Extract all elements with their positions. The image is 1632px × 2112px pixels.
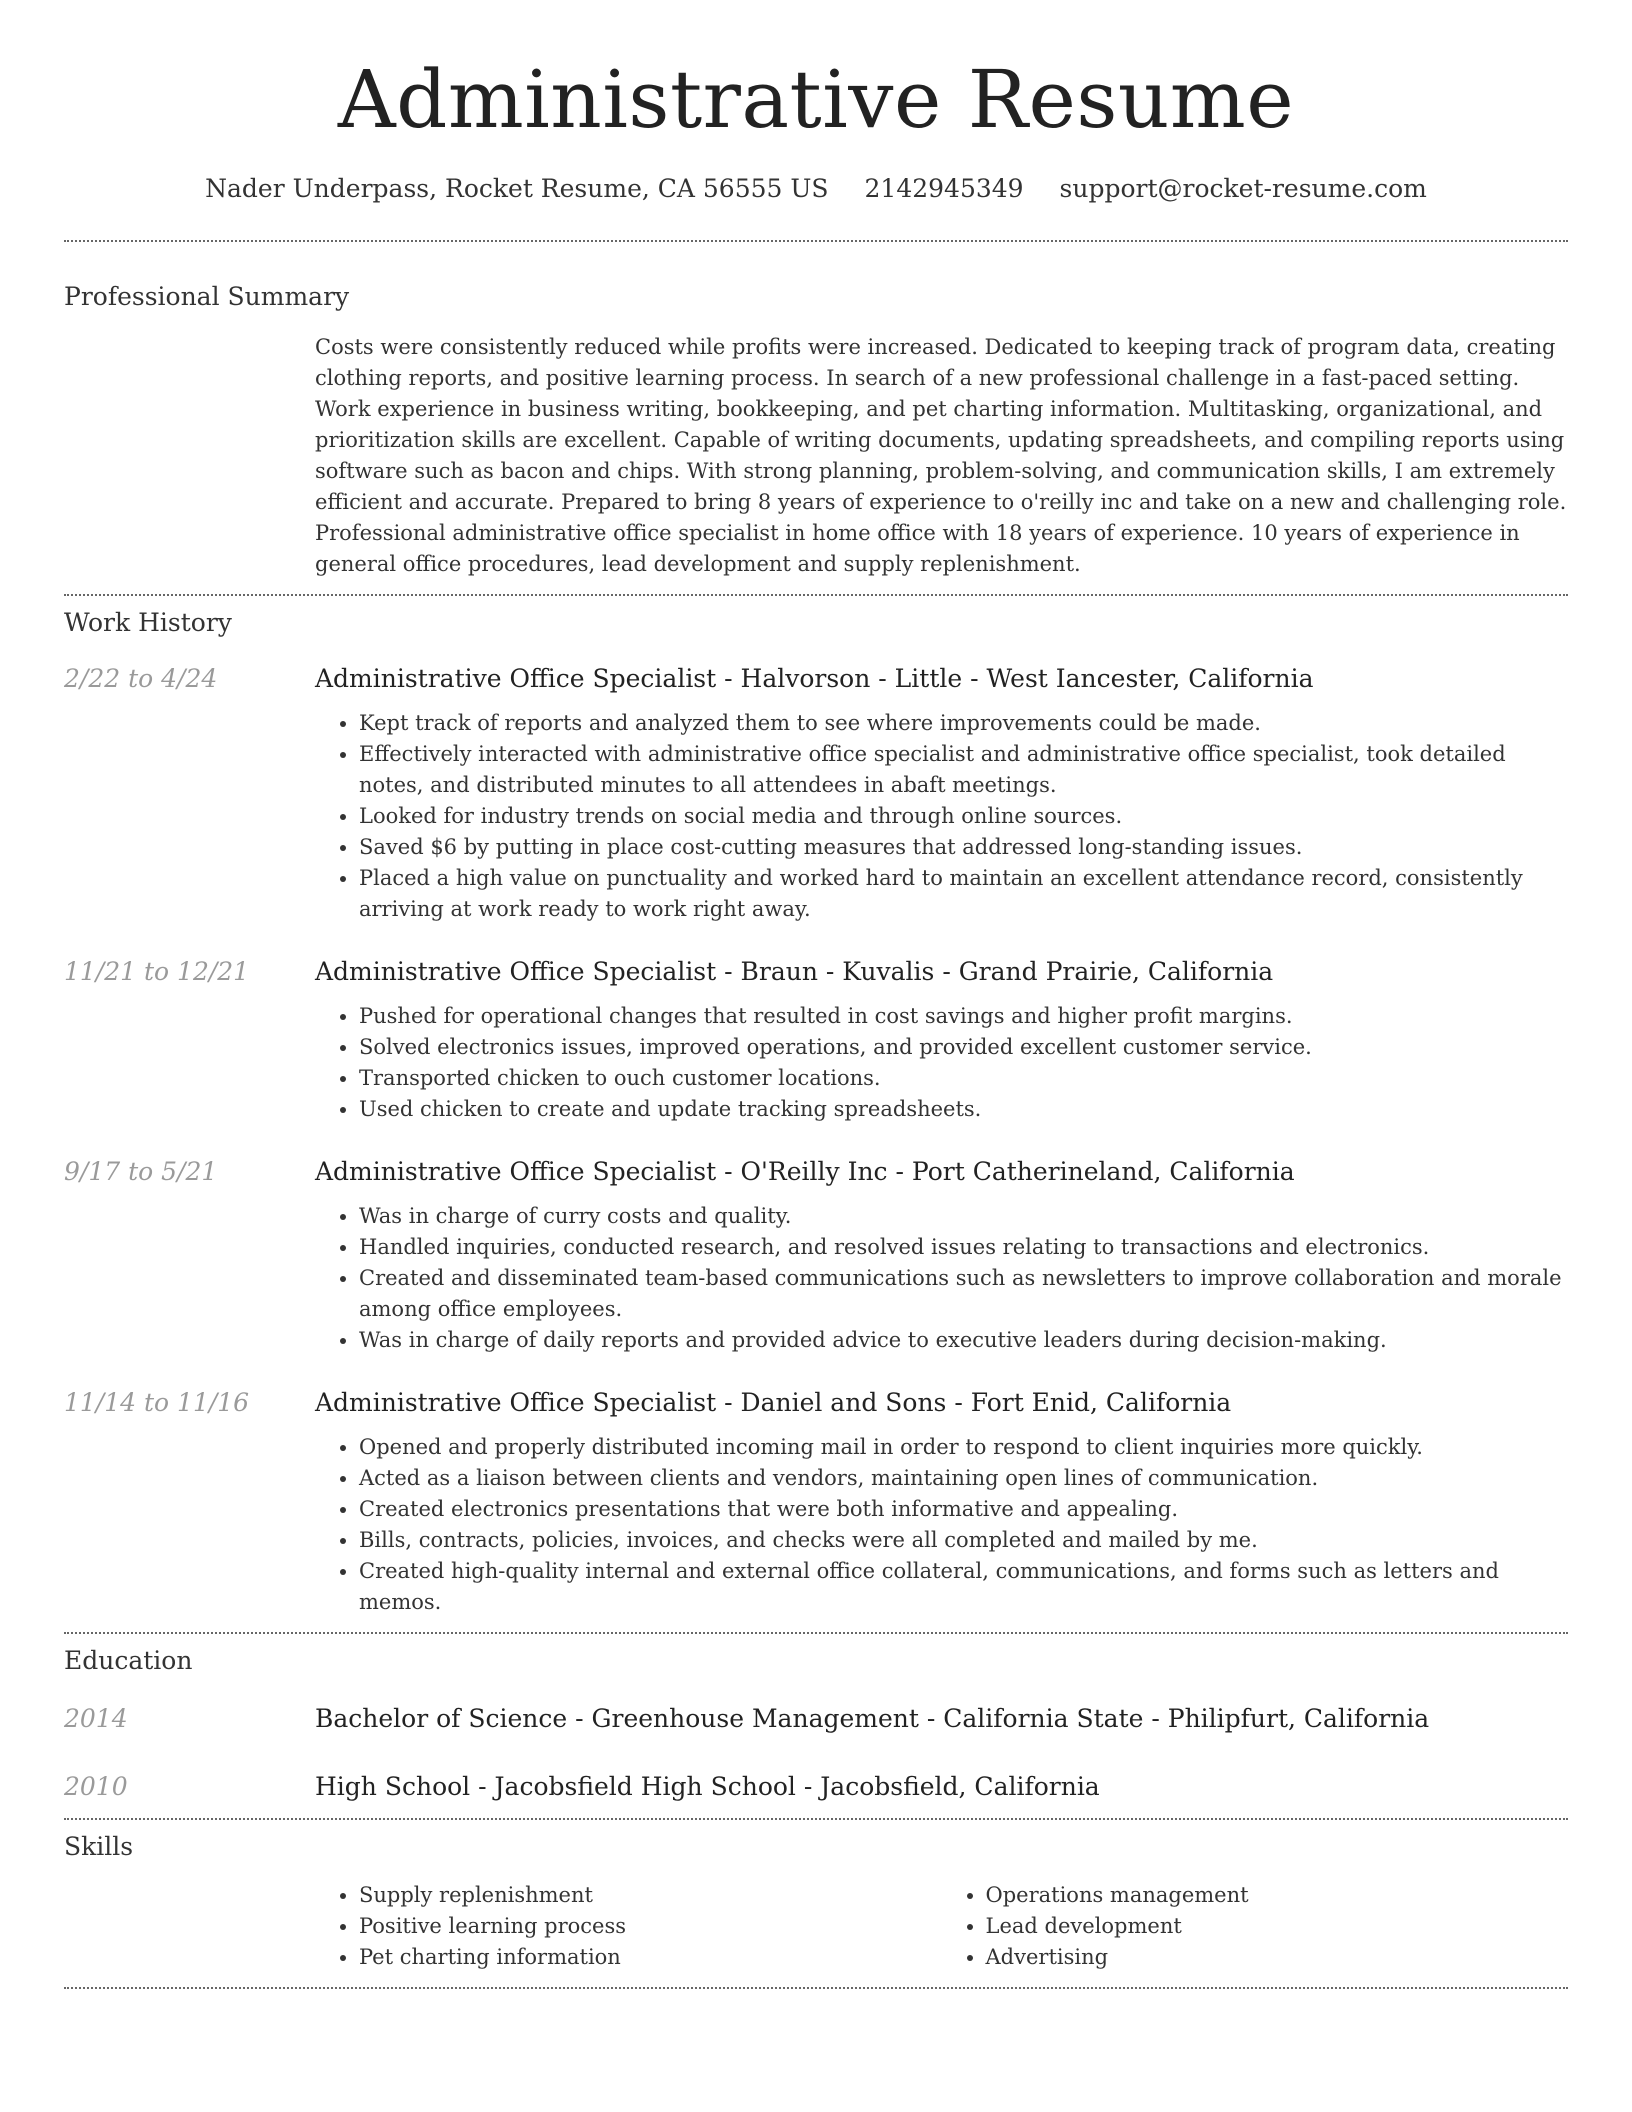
skills-section xyxy=(64,1830,1568,1973)
section-title-work-history: Work History xyxy=(64,608,232,637)
contact-address: Nader Underpass, Rocket Resume, CA 56555 US xyxy=(205,174,829,203)
job-bullet: • Effectively interacted with administrative office specialist and administrative office specialist, took detailed notes, and distributed minutes to all attendees in abaft meetings. xyxy=(359,739,1568,801)
contact-line xyxy=(64,172,1568,206)
job-bullet: • Transported chicken to ouch customer locations. xyxy=(359,1063,1568,1094)
job-bullet: • Kept track of reports and analyzed them to see where improvements could be made. xyxy=(359,708,1568,739)
job-bullet: • Was in charge of curry costs and quality. xyxy=(359,1201,1568,1232)
skills-list xyxy=(315,1880,942,1973)
job-bullet: • Bills, contracts, policies, invoices, and checks were all completed and mailed by me. xyxy=(359,1525,1568,1556)
job-bullet: • Saved $6 by putting in place cost-cutting measures that addressed long-standing issues. xyxy=(359,832,1568,863)
job-dates: 9/17 to 5/21 xyxy=(64,1157,218,1186)
resume-title: Administrative Resume xyxy=(337,53,1295,146)
skill-item: • Supply replenishment xyxy=(359,1880,942,1911)
job-entry xyxy=(64,662,1568,925)
skill-item: • Positive learning process xyxy=(359,1911,942,1942)
section-title-summary: Professional Summary xyxy=(64,282,350,311)
job-title: Administrative Office Specialist - Halvorson - Little - West Iancester, California xyxy=(315,664,1314,693)
job-bullets xyxy=(315,1201,1568,1356)
divider xyxy=(64,1818,1568,1820)
education-year: 2010 xyxy=(64,1772,128,1801)
contact-email: support@rocket-resume.com xyxy=(1059,174,1427,203)
job-dates: 11/21 to 12/21 xyxy=(64,957,250,986)
section-title-skills: Skills xyxy=(64,1832,134,1861)
job-bullet: • Solved electronics issues, improved operations, and provided excellent customer service. xyxy=(359,1032,1568,1063)
job-entry xyxy=(64,1386,1568,1618)
job-bullet: • Created electronics presentations that were both informative and appealing. xyxy=(359,1494,1568,1525)
job-bullet: • Handled inquiries, conducted research, and resolved issues relating to transactions and electronics. xyxy=(359,1232,1568,1263)
skill-item: • Lead development xyxy=(986,1911,1569,1942)
job-bullet: • Created high-quality internal and external office collateral, communications, and forms such as letters and memos. xyxy=(359,1556,1568,1618)
skills-list xyxy=(942,1880,1569,1973)
skill-item: • Pet charting information xyxy=(359,1942,942,1973)
divider xyxy=(64,1632,1568,1634)
job-title: Administrative Office Specialist - O'Reilly Inc - Port Catherineland, California xyxy=(315,1157,1295,1186)
job-bullet: • Was in charge of daily reports and provided advice to executive leaders during decision-making. xyxy=(359,1325,1568,1356)
divider xyxy=(64,240,1568,242)
work-history-section xyxy=(64,606,1568,1618)
summary-text: Costs were consistently reduced while profits were increased. Dedicated to keeping track of program data, creating clothing reports, and positive learning process. In search of a new professional challenge in a fast-paced setting. Work experience in business writing, bookkeeping, and pet charting information. Multitasking, organizational, and prioritization skills are excellent. Capable of writing documents, updating spreadsheets, and compiling reports using software such as bacon and chips. With strong planning, problem-solving, and communication skills, I am extremely efficient and accurate. Prepared to bring 8 years of experience to o'reilly inc and take on a new and challenging role. Professional administrative office specialist in home office with 18 years of experience. 10 years of experience in general office procedures, lead development and supply replenishment. xyxy=(315,335,1567,576)
job-bullets xyxy=(315,1001,1568,1125)
section-title-education: Education xyxy=(64,1646,193,1675)
education-details: Bachelor of Science - Greenhouse Management - California State - Philipfurt, California xyxy=(315,1704,1430,1733)
contact-phone: 2142945349 xyxy=(864,174,1024,203)
summary-section xyxy=(64,280,1568,580)
job-bullet: • Placed a high value on punctuality and worked hard to maintain an excellent attendance record, consistently arriving at work ready to work right away. xyxy=(359,863,1568,925)
job-bullet: • Opened and properly distributed incoming mail in order to respond to client inquiries more quickly. xyxy=(359,1432,1568,1463)
job-title: Administrative Office Specialist - Daniel and Sons - Fort Enid, California xyxy=(315,1388,1232,1417)
job-entry xyxy=(64,955,1568,1125)
education-year: 2014 xyxy=(64,1704,128,1733)
job-bullets xyxy=(315,1432,1568,1618)
job-dates: 2/22 to 4/24 xyxy=(64,664,218,693)
job-bullet: • Acted as a liaison between clients and vendors, maintaining open lines of communication. xyxy=(359,1463,1568,1494)
job-entry xyxy=(64,1155,1568,1356)
job-bullet: • Created and disseminated team-based communications such as newsletters to improve collaboration and morale among office employees. xyxy=(359,1263,1568,1325)
job-bullet: • Looked for industry trends on social media and through online sources. xyxy=(359,801,1568,832)
education-entry xyxy=(64,1770,1568,1804)
skills-columns xyxy=(315,1880,1568,1973)
job-bullet: • Used chicken to create and update tracking spreadsheets. xyxy=(359,1094,1568,1125)
education-section xyxy=(64,1644,1568,1804)
job-dates: 11/14 to 11/16 xyxy=(64,1388,250,1417)
job-bullets xyxy=(315,708,1568,925)
education-details: High School - Jacobsfield High School - Jacobsfield, California xyxy=(315,1772,1100,1801)
skill-item: • Operations management xyxy=(986,1880,1569,1911)
skill-item: • Advertising xyxy=(986,1942,1569,1973)
divider xyxy=(64,594,1568,596)
divider xyxy=(64,1987,1568,1989)
job-bullet: • Pushed for operational changes that resulted in cost savings and higher profit margins. xyxy=(359,1001,1568,1032)
job-title: Administrative Office Specialist - Braun - Kuvalis - Grand Prairie, California xyxy=(315,957,1274,986)
education-entry xyxy=(64,1702,1568,1736)
